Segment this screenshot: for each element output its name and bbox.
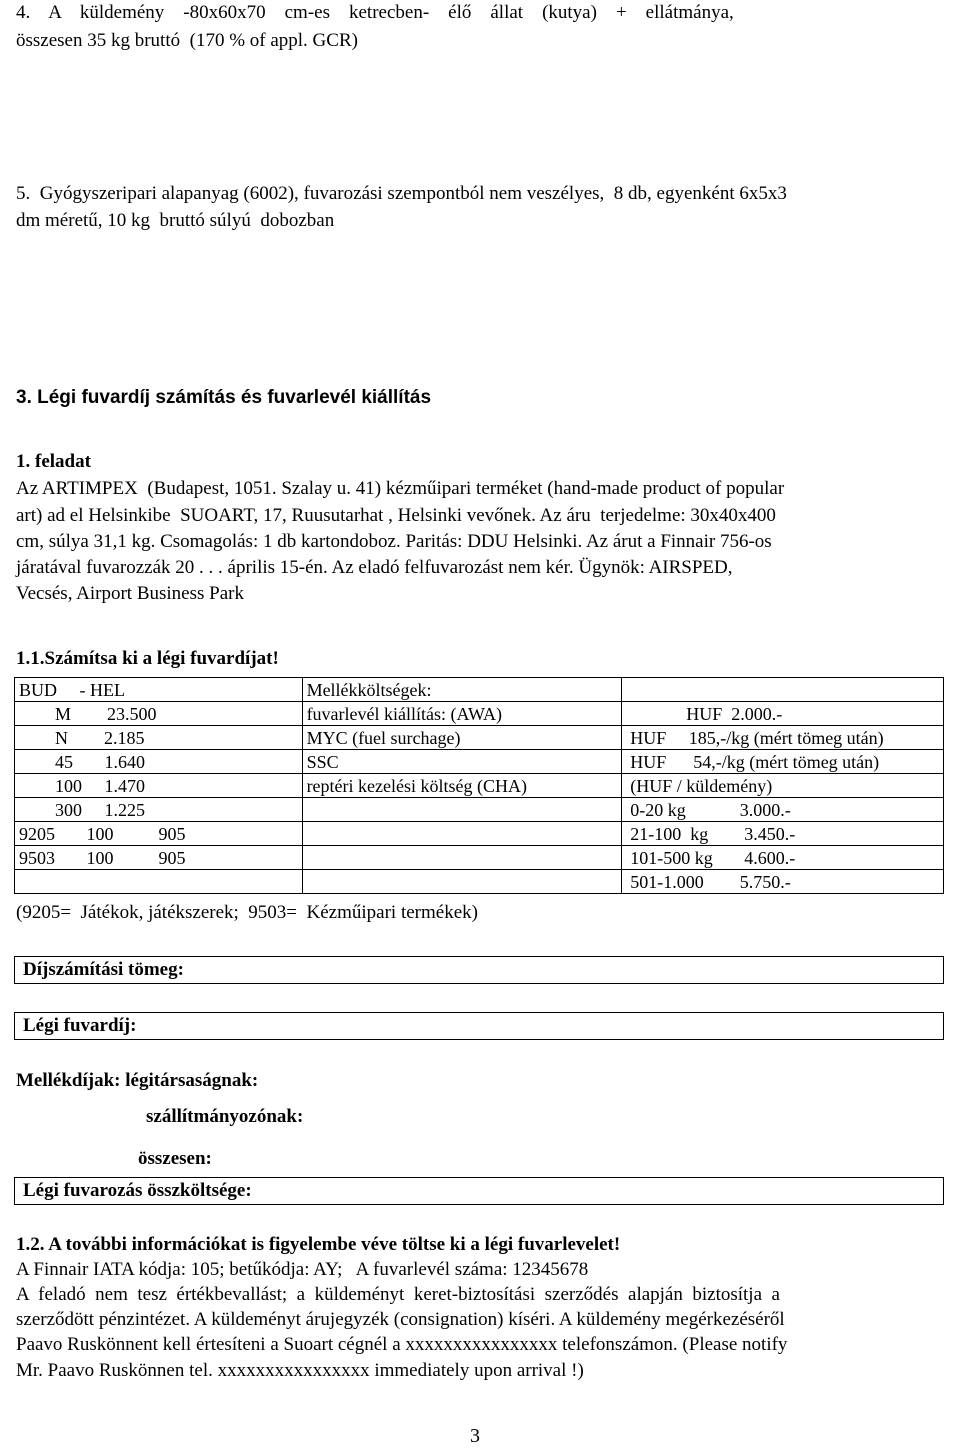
task-1-heading: 1. feladat <box>16 451 91 472</box>
tariff-row <box>15 870 944 894</box>
osszkoltseg-field[interactable] <box>14 1177 944 1205</box>
task-1-line5: Vecsés, Airport Business Park <box>16 583 244 604</box>
tariff-row <box>15 726 944 750</box>
tariff-row <box>15 774 944 798</box>
tariff-charge-cell: fuvarlevél kiállítás: (AWA) <box>302 702 622 726</box>
tariff-row <box>15 822 944 846</box>
legi-fuvardij-label: Légi fuvardíj: <box>23 1015 137 1036</box>
tariff-amount-cell: HUF 54,-/kg (mért tömeg után) <box>622 750 944 774</box>
tariff-amount-cell: 21-100 kg 3.450.- <box>622 822 944 846</box>
task-2-heading: 1.2. A további információkat is figyelembe véve töltse ki a légi fuvarlevelet! <box>16 1234 621 1255</box>
tariff-rate-cell: N 2.185 <box>15 726 303 750</box>
szallitmanyozonak-label: szállítmányozónak: <box>146 1106 304 1127</box>
task-2-line2: A feladó nem tesz értékbevallást; a küldeményt keret-biztosítási szerződés alapján biztosítja a <box>16 1284 780 1305</box>
tariff-rate-cell: 45 1.640 <box>15 750 303 774</box>
page-number: 3 <box>470 1425 480 1447</box>
task-2-line3: szerződött pénzintézet. A küldeményt árujegyzék (consignation) kíséri. A küldemény megérkezéséről <box>16 1309 785 1330</box>
tariff-row <box>15 702 944 726</box>
tariff-rate-cell: 9503 100 905 <box>15 846 303 870</box>
osszesen-label: összesen: <box>138 1148 212 1169</box>
task-1-line4: járatával fuvarozzák 20 . . . április 15-én. Az eladó felfuvarozást nem kér. Ügynök: AIRSPED, <box>16 557 733 578</box>
tariff-rate-cell: M 23.500 <box>15 702 303 726</box>
osszkoltseg-label: Légi fuvarozás összköltsége: <box>23 1180 252 1201</box>
tariff-charge-cell: MYC (fuel surchage) <box>302 726 622 750</box>
tariff-amount-cell: 501-1.000 5.750.- <box>622 870 944 894</box>
task-2-line5: Mr. Paavo Ruskönnen tel. xxxxxxxxxxxxxxxx immediately upon arrival !) <box>16 1360 584 1381</box>
dijszamitasi-tomeg-label: Díjszámítási tömeg: <box>23 959 184 980</box>
tariff-rate-cell: 9205 100 905 <box>15 822 303 846</box>
tariff-charge-cell: Mellékköltségek: <box>302 678 622 702</box>
item-5-line2: dm méretű, 10 kg bruttó súlyú dobozban <box>16 210 335 231</box>
task-2-line4: Paavo Ruskönnent kell értesíteni a Suoart cégnél a xxxxxxxxxxxxxxxx telefonszámon. (Please notify <box>16 1334 788 1355</box>
mellekdijak-label: Mellékdíjak: légitársaságnak: <box>16 1070 259 1091</box>
item-4-line1: 4. A küldemény -80x60x70 cm-es ketrecben- élő állat (kutya) + ellátmánya, <box>16 2 734 23</box>
tariff-rate-cell: 300 1.225 <box>15 798 303 822</box>
task-2-line1: A Finnair IATA kódja: 105; betűkódja: AY; A fuvarlevél száma: 12345678 <box>16 1259 589 1280</box>
item-4-line2: összesen 35 kg bruttó (170 % of appl. GCR) <box>16 30 358 51</box>
tariff-charge-cell <box>302 870 622 894</box>
legi-fuvardij-field[interactable] <box>14 1012 944 1040</box>
tariff-amount-cell: HUF 185,-/kg (mért tömeg után) <box>622 726 944 750</box>
tariff-rate-cell <box>15 870 303 894</box>
task-1-line3: cm, súlya 31,1 kg. Csomagolás: 1 db kartondoboz. Paritás: DDU Helsinki. Az árut a Finnair 756-os <box>16 531 772 552</box>
task-1-line2: art) ad el Helsinkibe SUOART, 17, Ruusutarhat , Helsinki vevőnek. Az áru terjedelme: 30x40x400 <box>16 505 776 526</box>
tariff-charge-cell: SSC <box>302 750 622 774</box>
tariff-rate-cell: BUD - HEL <box>15 678 303 702</box>
task-1-subheading: 1.1.Számítsa ki a légi fuvardíjat! <box>16 648 279 669</box>
tariff-charge-cell <box>302 846 622 870</box>
tariff-charge-cell: reptéri kezelési költség (CHA) <box>302 774 622 798</box>
tariff-amount-cell: HUF 2.000.- <box>622 702 944 726</box>
tariff-row <box>15 846 944 870</box>
tariff-amount-cell: (HUF / küldemény) <box>622 774 944 798</box>
item-5-line1: 5. Gyógyszeripari alapanyag (6002), fuvarozási szempontból nem veszélyes, 8 db, egyenként 6x5x3 <box>16 183 787 204</box>
dijszamitasi-tomeg-field[interactable] <box>14 956 944 984</box>
tariff-charge-cell <box>302 798 622 822</box>
tariff-amount-cell: 0-20 kg 3.000.- <box>622 798 944 822</box>
tariff-row <box>15 750 944 774</box>
tariff-table <box>14 677 944 894</box>
tariff-rate-cell: 100 1.470 <box>15 774 303 798</box>
tariff-charge-cell <box>302 822 622 846</box>
tariff-row <box>15 678 944 702</box>
tariff-note: (9205= Játékok, játékszerek; 9503= Kézműipari termékek) <box>16 902 478 923</box>
tariff-amount-cell <box>622 678 944 702</box>
task-1-line1: Az ARTIMPEX (Budapest, 1051. Szalay u. 41) kézműipari terméket (hand-made product of popular <box>16 478 785 499</box>
tariff-amount-cell: 101-500 kg 4.600.- <box>622 846 944 870</box>
tariff-row <box>15 798 944 822</box>
section-heading: 3. Légi fuvardíj számítás és fuvarlevél kiállítás <box>16 387 432 408</box>
